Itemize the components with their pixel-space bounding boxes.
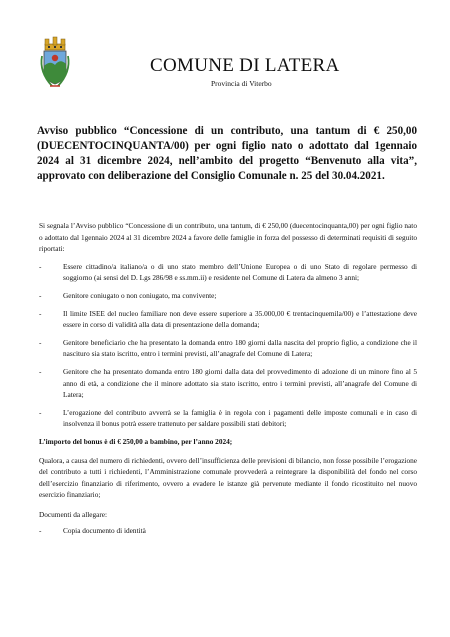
requirement-text: Genitore che ha presentato domanda entro 180 giorni dalla data del provvedimento di adozione di un minore fino al 5 anno di età, a condizione che il minore adottato sia stato iscritto, entro i termini previsti, all’anagrafe del Comune di Latera; bbox=[63, 366, 417, 400]
requirements-list bbox=[39, 261, 417, 430]
requirement-text: Genitore beneficiario che ha presentato la domanda entro 180 giorni dalla nascita del proprio figlio, a condizione che il nascituro sia stato iscritto, entro i termini previsti, all’anagrafe del Comune di Latera; bbox=[63, 337, 417, 359]
bullet: - bbox=[39, 526, 42, 536]
list-item bbox=[39, 308, 417, 331]
municipal-coat-of-arms-icon bbox=[38, 36, 72, 92]
bullet: - bbox=[39, 290, 42, 300]
bullet: - bbox=[39, 261, 42, 271]
bonus-amount-statement: L’importo del bonus è di € 250,00 a bambino, per l’anno 2024; bbox=[39, 436, 233, 446]
notice-body bbox=[39, 220, 417, 537]
bullet: - bbox=[39, 407, 42, 417]
qualora-paragraph: Qualora, a causa del numero di richiedenti, ovvero dell’insufficienza delle previsioni di bilancio, non fosse possibile l’erogazione del contributo a tutti i richiedenti, l’Amministrazione comunale provvederà a reintegrare la disponibilità del fondo nel corso dell’esercizio finanziario di riferimento, ovvero a evadere le istanze già pervenute mediante il fondo ricostituito nel nuovo esercizio finanziario; bbox=[39, 455, 417, 500]
documents-list bbox=[39, 525, 417, 537]
requirement-text: L’erogazione del contributo avverrà se la famiglia è in regola con i pagamenti delle imposte comunali e in caso di insolvenza il bonus potrà essere trattenuto per saldare possibili stati debitori; bbox=[63, 407, 417, 429]
documents-heading: Documenti da allegare: bbox=[39, 509, 108, 519]
requirement-text: Essere cittadino/a italiano/a o di uno stato membro dell’Unione Europea o di uno Stato di regolare permesso di soggiorno (ai sensi del D. Lgs 286/98 e ss.mm.ii) e residente nel Comune di Latera da almeno 3 anni; bbox=[63, 261, 417, 283]
list-item bbox=[39, 290, 417, 302]
province-subtitle: Provincia di Viterbo bbox=[211, 79, 272, 88]
list-item bbox=[39, 525, 417, 537]
page-title: COMUNE DI LATERA bbox=[150, 55, 340, 76]
requirement-text: Il limite ISEE del nucleo familiare non deve essere superiore a 35.000,00 € trentacinquemila/00) e l’attestazione deve essere in corso di validità alla data di presentazione della domanda; bbox=[63, 308, 417, 330]
requirement-text: Genitore coniugato o non coniugato, ma convivente; bbox=[63, 290, 217, 300]
notice-headline: Avviso pubblico “Concessione di un contributo, una tantum di € 250,00 (DUECENTOCINQUANTA/00) per ogni figlio nato o adottato dal 1gennaio 2024 al 31 dicembre 2024, nell’ambito del progetto “Benvenuto alla vita”, approvato con deliberazione del Consiglio Comunale n. 25 del 30.04.2021. bbox=[37, 125, 417, 182]
document-text: Copia documento di identità bbox=[63, 526, 146, 536]
list-item bbox=[39, 407, 417, 430]
list-item bbox=[39, 366, 417, 401]
bullet: - bbox=[39, 337, 42, 347]
bullet: - bbox=[39, 308, 42, 318]
bullet: - bbox=[39, 366, 42, 376]
list-item bbox=[39, 261, 417, 284]
list-item bbox=[39, 337, 417, 360]
intro-paragraph: Si segnala l’Avviso pubblico “Concessione di un contributo, una tantum, di € 250,00 (duecentocinquanta,00) per ogni figlio nato o adottato dal 1gennaio 2024 al 31 dicembre 2024 a favore delle famiglie in forza del possesso di determinati requisiti di seguito riportati: bbox=[39, 221, 417, 254]
